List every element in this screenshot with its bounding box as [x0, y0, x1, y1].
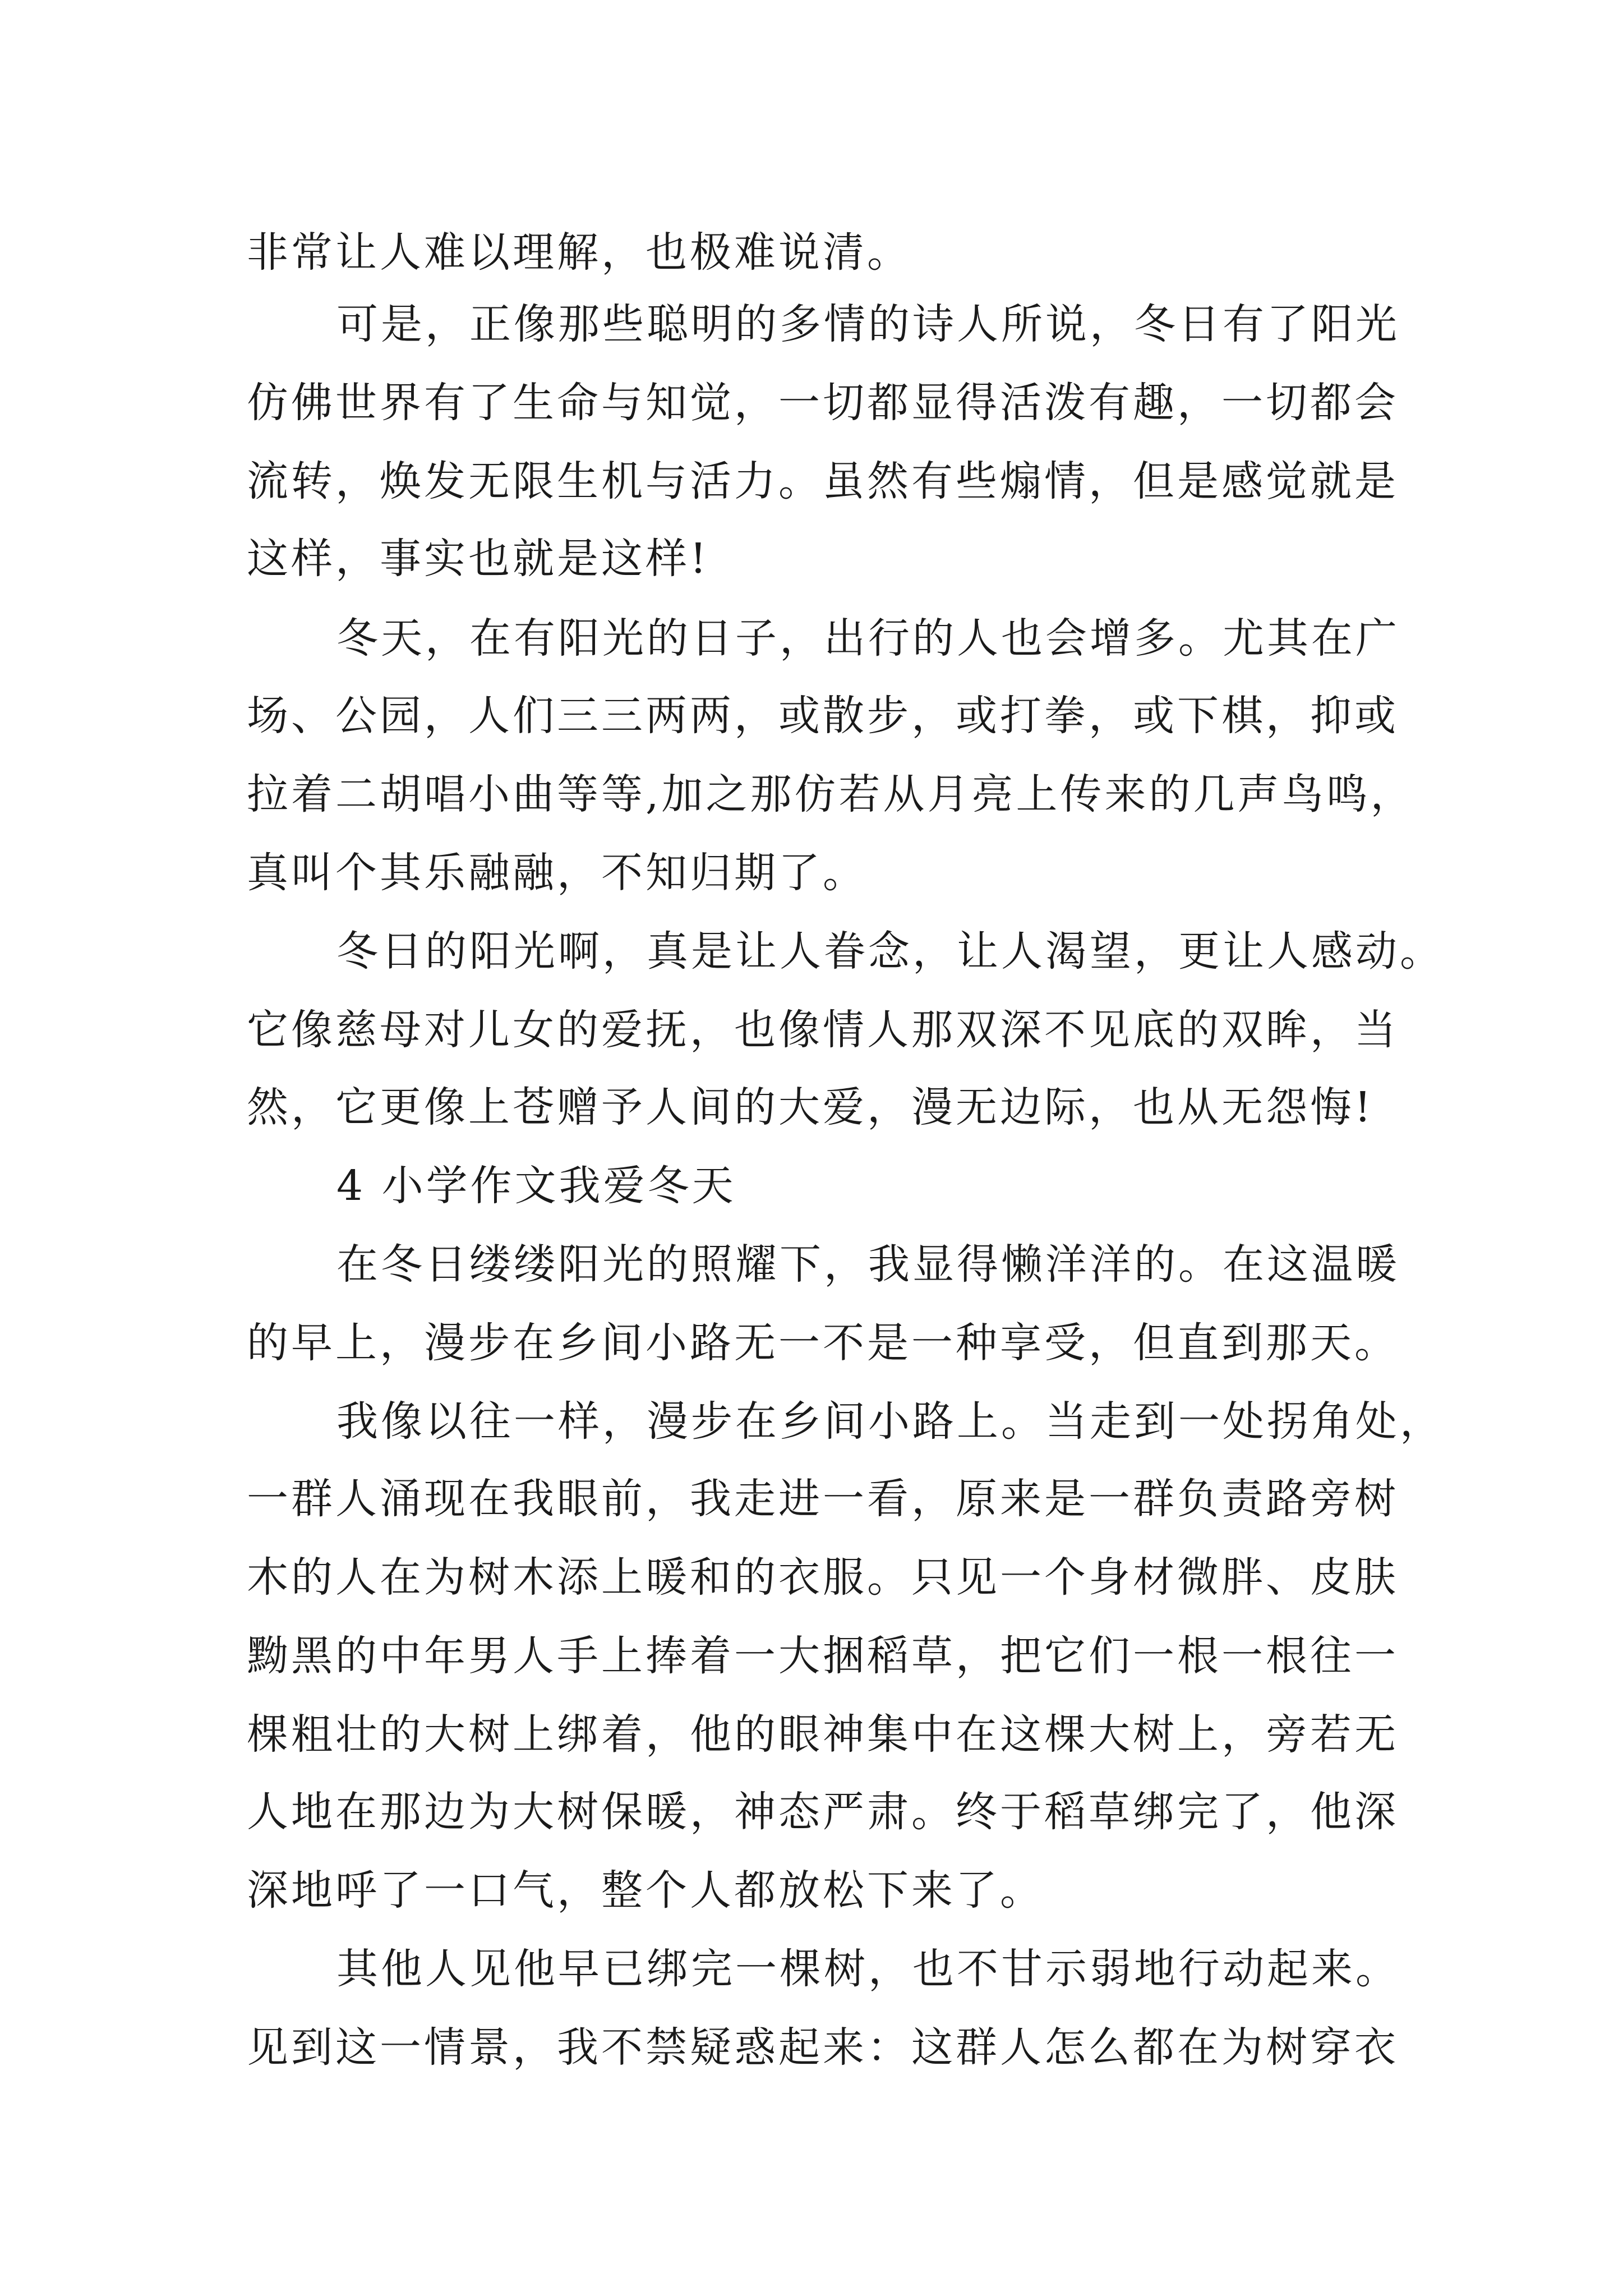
paragraph-first-line: 我像以往一样，漫步在乡间小路上。当走到一处拐角处， [336, 1397, 1444, 1446]
text-line: 见到这一情景，我不禁疑惑起来：这群人怎么都在为树穿衣 [247, 2023, 1399, 2072]
text-line: 木的人在为树木添上暖和的衣服。只见一个身材微胖、皮肤 [247, 1553, 1399, 1602]
text-line: 拉着二胡唱小曲等等,加之那仿若从月亮上传来的几声鸟鸣， [247, 770, 1415, 818]
text-line: 这样，事实也就是这样! [247, 535, 709, 583]
paragraph-first-line: 其他人见他早已绑完一棵树，也不甘示弱地行动起来。 [336, 1945, 1400, 1993]
paragraph-first-line: 冬天，在有阳光的日子，出行的人也会增多。尤其在广 [336, 614, 1400, 662]
text-line: 真叫个其乐融融，不知归期了。 [247, 849, 867, 897]
section-heading: 4 小学作文我爱冬天 [336, 1162, 736, 1210]
text-line: 然，它更像上苍赠予人间的大爱，漫无边际，也从无怨悔! [247, 1083, 1374, 1131]
text-line: 黝黑的中年男人手上捧着一大捆稻草，把它们一根一根往一 [247, 1632, 1399, 1680]
paragraph-first-line: 冬日的阳光啊，真是让人眷念，让人渴望，更让人感动。 [336, 927, 1444, 976]
paragraph-first-line: 可是，正像那些聪明的多情的诗人所说，冬日有了阳光 [336, 300, 1400, 348]
text-line: 仿佛世界有了生命与知觉，一切都显得活泼有趣，一切都会 [247, 379, 1399, 427]
text-line: 的早上，漫步在乡间小路无一不是一种享受，但直到那天。 [247, 1319, 1399, 1367]
text-line: 棵粗壮的大树上绑着，他的眼神集中在这棵大树上，旁若无 [247, 1710, 1399, 1759]
text-line: 人地在那边为大树保暖，神态严肃。终于稻草绑完了，他深 [247, 1788, 1399, 1836]
text-line: 非常让人难以理解，也极难说清。 [247, 228, 911, 277]
text-line: 一群人涌现在我眼前，我走进一看，原来是一群负责路旁树 [247, 1475, 1399, 1523]
text-line: 流转，焕发无限生机与活力。虽然有些煽情，但是感觉就是 [247, 457, 1399, 505]
paragraph-first-line: 在冬日缕缕阳光的照耀下，我显得懒洋洋的。在这温暖 [336, 1240, 1400, 1289]
text-line: 深地呼了一口气，整个人都放松下来了。 [247, 1866, 1044, 1915]
text-line: 它像慈母对儿女的爱抚，也像情人那双深不见底的双眸，当 [247, 1006, 1399, 1054]
text-line: 场、公园，人们三三两两，或散步，或打拳，或下棋，抑或 [247, 692, 1399, 740]
